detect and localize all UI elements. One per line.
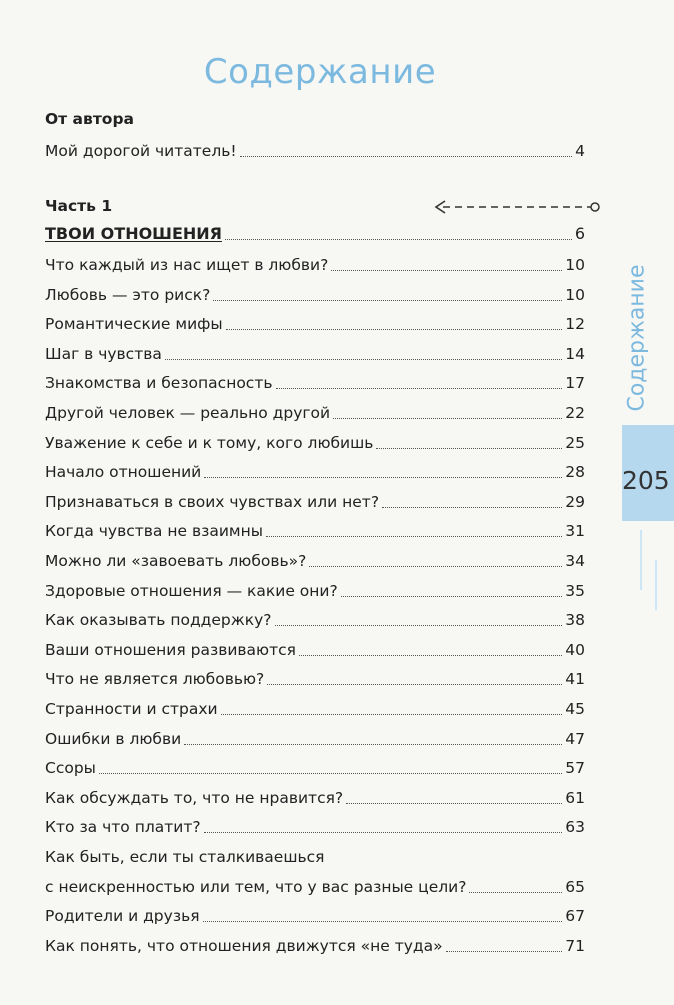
dot-leader <box>382 506 562 508</box>
toc-entry[interactable] <box>45 369 585 393</box>
decorative-streak <box>640 530 642 590</box>
toc-entry[interactable] <box>45 606 585 630</box>
dot-leader <box>221 713 563 715</box>
toc-entry-page: 28 <box>565 463 585 482</box>
dot-leader <box>226 328 563 330</box>
toc-entry-page: 41 <box>565 670 585 689</box>
toc-entry-page: 10 <box>565 285 585 304</box>
toc-entry-title: Уважение к себе и к тому, кого любишь <box>45 433 374 452</box>
toc-entry[interactable] <box>45 517 585 541</box>
part-label: Часть 1 <box>45 197 113 215</box>
page-title: Содержание <box>203 52 437 92</box>
toc-entry-page: 10 <box>565 256 585 274</box>
toc-entry-title: с неискренностью или тем, что у вас разные цели? <box>45 877 467 896</box>
toc-entry-title: Знакомства и безопасность <box>45 374 273 393</box>
toc-entry-title: Можно ли «завоевать любовь»? <box>45 552 307 570</box>
toc-entry-title: Ваши отношения развиваются <box>45 640 296 659</box>
toc-entry[interactable] <box>45 784 585 808</box>
toc-entry[interactable] <box>45 458 585 482</box>
toc-entry-page: 35 <box>565 581 585 600</box>
toc-entry[interactable] <box>45 725 585 749</box>
toc-entry[interactable] <box>45 695 585 719</box>
dot-leader <box>446 950 563 952</box>
toc-entry[interactable] <box>45 429 585 453</box>
toc-entry-title: Как быть, если ты сталкиваешься <box>45 848 325 866</box>
toc-entry-title: Мой дорогой читатель! <box>45 142 237 160</box>
toc-entry[interactable] <box>45 340 585 364</box>
page-number: 205 <box>622 466 670 495</box>
dot-leader <box>376 447 562 449</box>
toc-entry-title: Странности и страхи <box>45 700 218 718</box>
toc-entry-title: Кто за что платит? <box>45 818 201 837</box>
toc-entry[interactable] <box>45 873 585 897</box>
toc-entry-title: Начало отношений <box>45 463 202 482</box>
dot-leader <box>266 535 562 537</box>
decorative-streak <box>655 560 657 610</box>
dot-leader <box>203 920 563 922</box>
toc-entry-title: Ссоры <box>45 759 96 778</box>
toc-entry-title: Другой человек — реально другой <box>45 404 331 422</box>
dot-leader <box>267 683 562 685</box>
toc-entry-title: Шаг в чувства <box>45 344 162 363</box>
toc-entry[interactable] <box>45 665 585 689</box>
toc-entry-title: Признаваться в своих чувствах или нет? <box>45 492 380 511</box>
side-section-label: Содержание <box>624 264 650 412</box>
toc-entry-title: Ошибки в любви <box>45 729 182 748</box>
toc-entry[interactable] <box>45 932 585 956</box>
toc-entry[interactable] <box>45 137 585 161</box>
toc-entry[interactable] <box>45 902 585 926</box>
toc-entry[interactable] <box>45 251 585 275</box>
part-page: 6 <box>574 224 585 243</box>
toc-entry-page: 47 <box>565 729 585 748</box>
dot-leader <box>341 595 563 597</box>
toc-entry-page: 65 <box>565 877 585 896</box>
toc-entry-page: 57 <box>565 759 585 778</box>
toc-entry-page: 63 <box>565 818 585 837</box>
dot-leader <box>299 654 562 656</box>
toc-entry-page: 38 <box>565 611 585 630</box>
dot-leader <box>184 743 562 745</box>
dot-leader <box>309 565 562 567</box>
toc-entry[interactable] <box>45 547 585 571</box>
toc-entry-page: 34 <box>565 552 585 570</box>
toc-entry[interactable] <box>45 843 585 867</box>
dot-leader <box>165 358 562 360</box>
toc-entry[interactable] <box>45 281 585 305</box>
toc-entry-page: 4 <box>575 142 585 160</box>
dot-leader <box>276 387 563 389</box>
toc-entry-page: 14 <box>565 344 585 363</box>
toc-entry-page: 12 <box>565 315 585 334</box>
toc-entry-page: 45 <box>565 700 585 718</box>
dot-leader <box>240 155 573 157</box>
toc-entry-title: Что не является любовью? <box>45 670 265 689</box>
toc-entry-title: Здоровые отношения — какие они? <box>45 581 338 600</box>
toc-entry-page: 71 <box>565 936 585 955</box>
toc-entry-title: Как обсуждать то, что не нравится? <box>45 788 344 807</box>
dot-leader <box>275 624 563 626</box>
toc-entry[interactable] <box>45 636 585 660</box>
toc-entry-page: 25 <box>565 433 585 452</box>
part-title-row[interactable] <box>45 220 585 244</box>
dot-leader <box>333 417 562 419</box>
toc-entry-title: Что каждый из нас ищет в любви? <box>45 256 329 274</box>
toc-entry[interactable] <box>45 310 585 334</box>
dot-leader <box>213 299 562 301</box>
toc-entry-title: Как оказывать поддержку? <box>45 611 272 630</box>
dot-leader <box>346 802 562 804</box>
toc-entry-page: 17 <box>565 374 585 393</box>
author-section-heading: От автора <box>45 110 135 128</box>
toc-entry[interactable] <box>45 813 585 837</box>
toc-entry-title: Как понять, что отношения движутся «не туда» <box>45 936 443 955</box>
toc-entry-page: 40 <box>565 640 585 659</box>
toc-entry-page: 61 <box>565 788 585 807</box>
toc-entry-page: 67 <box>565 907 585 926</box>
dot-leader <box>469 891 562 893</box>
toc-entry-page: 22 <box>565 404 585 422</box>
toc-entry[interactable] <box>45 399 585 423</box>
arrow-left-icon <box>433 198 603 216</box>
toc-entry-page: 29 <box>565 492 585 511</box>
toc-entry[interactable] <box>45 488 585 512</box>
toc-entry-title: Когда чувства не взаимны <box>45 522 263 541</box>
toc-entry-page: 31 <box>565 522 585 541</box>
dot-leader <box>204 831 563 833</box>
toc-entry-title: Романтические мифы <box>45 315 223 334</box>
part-title: ТВОИ ОТНОШЕНИЯ <box>45 224 222 243</box>
dot-leader <box>331 269 562 271</box>
toc-entry-title: Любовь — это риск? <box>45 285 211 304</box>
toc-entry[interactable] <box>45 577 585 601</box>
toc-entry-title: Родители и друзья <box>45 907 200 926</box>
toc-entry[interactable] <box>45 754 585 778</box>
dot-leader <box>204 476 562 478</box>
dot-leader <box>99 772 562 774</box>
